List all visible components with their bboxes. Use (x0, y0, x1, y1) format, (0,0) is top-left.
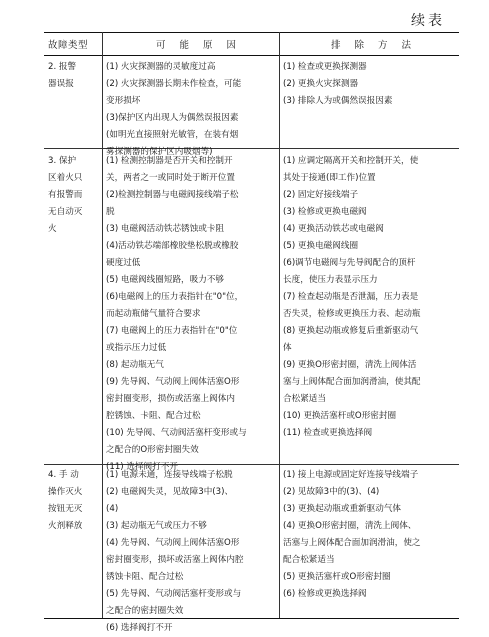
cause-line: 腔锈蚀、卡阻、配合过松 (106, 411, 201, 421)
table-rule-header (44, 55, 459, 56)
fault-type-line: 火剂释放 (48, 521, 83, 531)
fix-line: 体 (283, 343, 292, 353)
cause-line: (3) 起动瓶无气或压力不够 (106, 521, 207, 531)
cause-line: (4)活动铁芯端部橡胶垫松脱或橡胶 (106, 241, 239, 251)
fix-line: (8) 更换起动瓶或修复后重新驱动气 (283, 326, 419, 336)
cause-cell (106, 467, 278, 637)
cause-line: 锈蚀卡阻、配合过松 (106, 572, 184, 582)
cause-line: (3) 电磁阀活动铁芯锈蚀或卡阻 (106, 224, 225, 234)
cause-line: (11) 选择阀打不开 (106, 462, 178, 472)
fix-line: (4) 更换活动铁芯或电磁阀 (283, 224, 384, 234)
cause-line: (10) 先导阀、气动阀活塞杆变形或与 (106, 428, 247, 438)
cause-line: 脱 (106, 207, 115, 217)
cause-line: (2) 电磁阀失灵，见故障3中(3)、 (106, 487, 234, 497)
fault-type-line: 操作灭火 (48, 487, 83, 497)
fault-type-cell (48, 59, 100, 93)
cause-line: (4) 先导阀、气动阀上阀体活塞O形 (106, 538, 240, 548)
fault-type-line: 火 (48, 224, 57, 234)
cause-line: (9) 先导阀、气动阀上阀体活塞O形 (106, 377, 240, 387)
column-divider (102, 32, 103, 618)
cause-line: (1) 电源未通，连接导线端子松脱 (106, 470, 233, 480)
cause-line: (4) (106, 504, 119, 514)
cause-line: 之配合的密封圈失效 (106, 606, 184, 616)
fix-line: (5) 更换活塞杆或O形密封圈 (283, 572, 391, 582)
cause-line: 或指示压力过低 (106, 343, 167, 353)
fix-line: (1) 接上电源或固定好连接导线端子 (283, 470, 419, 480)
cause-line: (8) 起动瓶无气 (106, 360, 164, 370)
cause-line: 而起动瓶储气量符合要求 (106, 309, 201, 319)
table-rule-top (44, 32, 459, 33)
cause-line: 密封圈变形，损伤或活塞上阀体内 (106, 394, 235, 404)
fix-line: 塞与上阀体配合面加润滑油，使其配 (283, 377, 421, 387)
header-cause: 可能原因 (156, 40, 251, 51)
cause-line: (5) 先导阀、气动阀活塞杆变形或与 (106, 589, 242, 599)
fix-line: (2) 见故障3中的(3)、(4) (283, 487, 380, 497)
fix-line: (11) 检查或更换选择阀 (283, 428, 373, 438)
fix-line: (1) 应调定隔离开关和控制开关，使 (283, 156, 419, 166)
fix-line: (2) 固定好接线端子 (283, 190, 359, 200)
cause-line: (3)保护区内出现人为偶然误报因素 (106, 113, 239, 123)
fix-line: 长度，使压力表显示压力 (283, 275, 378, 285)
fix-cell (283, 467, 459, 603)
cause-cell (106, 153, 278, 476)
cause-line: (2) 火灾探测器长期未作检查，可能 (106, 79, 242, 89)
continued-label: 续表 (411, 13, 445, 29)
fault-type-cell (48, 467, 100, 535)
fix-line: 配合松紧适当 (283, 555, 335, 565)
fix-line: (1) 检查或更换探测器 (283, 62, 367, 72)
header-fix: 排除方法 (331, 40, 426, 51)
fault-type-line: 区着火只 (48, 173, 83, 183)
cause-line: 雾探测器的保护区内吸烟等) (106, 147, 213, 157)
fix-line: (4) 更换O形密封圈，清洗上阀体、 (283, 521, 417, 531)
column-divider (279, 32, 280, 618)
cause-line: (7) 电磁阀上的压力表指针在"0"位 (106, 326, 238, 336)
header-type: 故障类型 (48, 40, 89, 51)
cause-cell (106, 59, 278, 161)
fix-line: (7) 检查起动瓶是否泄漏，压力表是 (283, 292, 419, 302)
fault-type-line: 2. 报警 (48, 62, 77, 72)
fix-cell (283, 59, 459, 110)
fix-line: 合松紧适当 (283, 394, 326, 404)
cause-line: (1) 检测控制器是否开关和控制开 (106, 156, 233, 166)
fix-cell (283, 153, 459, 442)
fix-line: (3) 排除人为或偶然误报因素 (283, 96, 393, 106)
cause-line: 关，两者之一或同时处于断开位置 (106, 173, 235, 183)
fix-line: (10) 更换活塞杆或O形密封圈 (283, 411, 397, 421)
fix-line: (6) 检修或更换选择阀 (283, 589, 367, 599)
fault-type-line: 3. 保护 (48, 156, 77, 166)
fault-type-line: 器误报 (48, 79, 74, 89)
fix-line: (3) 检修或更换电磁阀 (283, 207, 367, 217)
cause-line: 之配合的O形密封圈失效 (106, 445, 199, 455)
fix-line: (2) 更换火灾探测器 (283, 79, 359, 89)
fault-type-line: 4. 手 动 (48, 470, 79, 480)
fix-line: (5) 更换电磁阀线圈 (283, 241, 359, 251)
cause-line: 变形损坏 (106, 96, 141, 106)
cause-line: (如明光直接照射光敏管，在装有烟 (106, 130, 239, 140)
fault-type-line: 有报警而 (48, 190, 83, 200)
fault-type-line: 按钮无灭 (48, 504, 83, 514)
fault-type-cell (48, 153, 100, 238)
fix-line: (9) 更换O形密封圈，清洗上阀体活 (283, 360, 417, 370)
cause-line: (1) 火灾探测器的灵敏度过高 (106, 62, 216, 72)
cause-line: (6) 选择阀打不开 (106, 623, 173, 633)
cause-line: (5) 电磁阀线圈短路，吸力不够 (106, 275, 225, 285)
fix-line: 活塞与上阀体配合面加润滑油，使之 (283, 538, 421, 548)
fix-line: (3) 更换起动瓶或重新驱动气体 (283, 504, 402, 514)
fix-line: 否失灵，检修或更换压力表、起动瓶 (283, 309, 421, 319)
fix-line: 其处于接通(即工作)位置 (283, 173, 376, 183)
cause-line: (2)检测控制器与电磁阀接线端子松 (106, 190, 239, 200)
cause-line: 硬度过低 (106, 258, 141, 268)
cause-line: 密封圈变形，损坏或活塞上阀体内腔 (106, 555, 244, 565)
fix-line: (6)调节电磁阀与先导阀配合的顶杆 (283, 258, 416, 268)
cause-line: (6)电磁阀上的压力表指针在"0"位， (106, 292, 244, 302)
fault-type-line: 无自动灭 (48, 207, 83, 217)
